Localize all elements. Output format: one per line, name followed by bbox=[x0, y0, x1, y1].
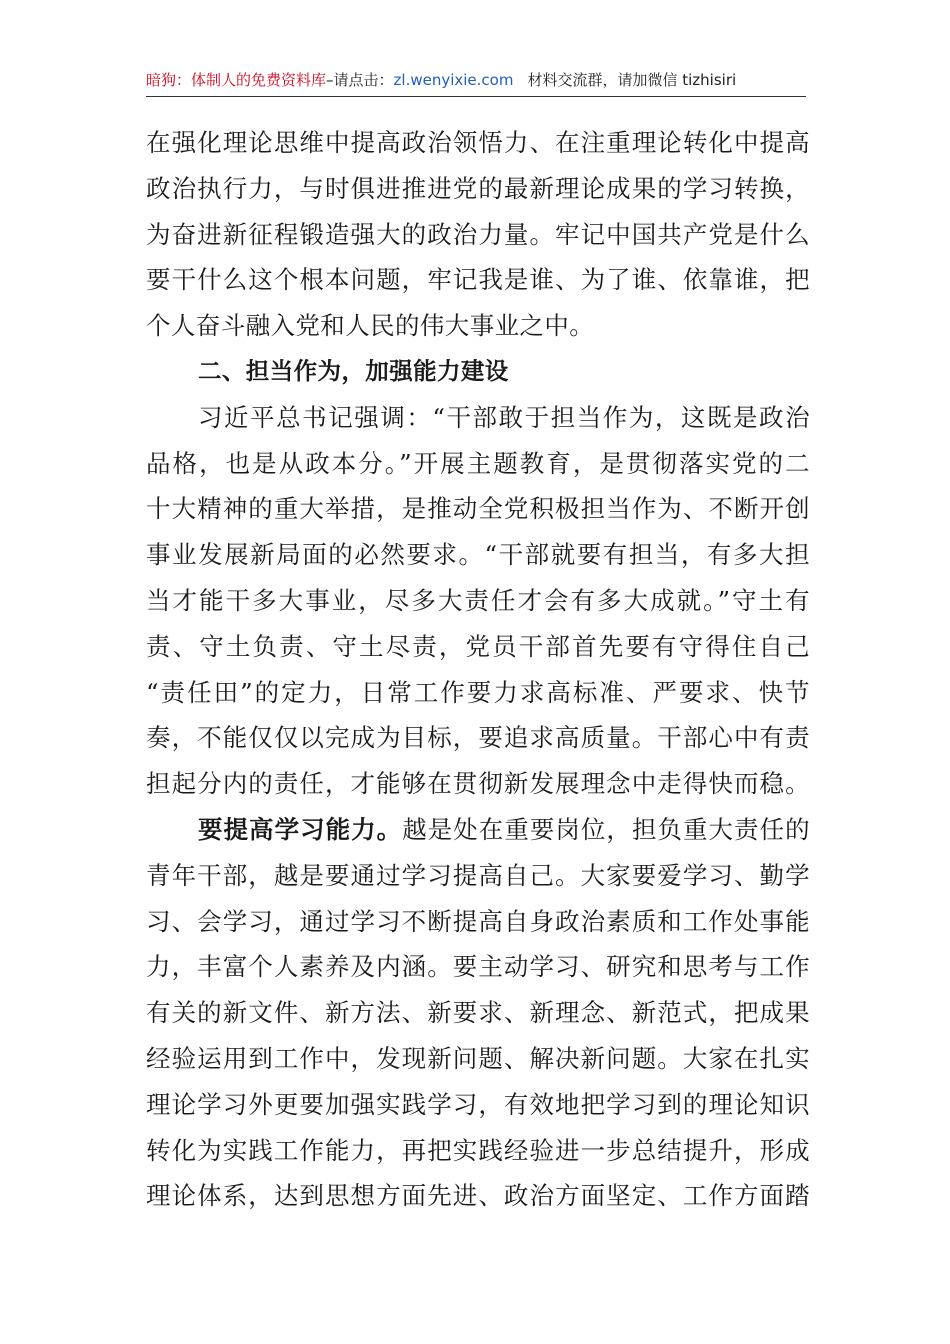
text-line-lead bbox=[146, 807, 810, 853]
text-line: 力，丰富个人素养及内涵。要主动学习、研究和思考与工作 bbox=[146, 952, 810, 982]
text-line: 习近平总书记强调：“干部敢于担当作为，这既是政治 bbox=[198, 402, 810, 432]
header-brand: 暗狗：体制人的免费资料库 bbox=[146, 71, 327, 89]
text-line: 青年干部，越是要通过学习提高自己。大家要爱学习、勤学 bbox=[146, 860, 810, 890]
text-line: 有关的新文件、新方法、新要求、新理念、新范式，把成果 bbox=[146, 998, 810, 1028]
text-line: 当才能干多大事业，尽多大责任才会有多大成就。”守土有 bbox=[146, 585, 810, 615]
section-heading: 二、担当作为，加强能力建设 bbox=[198, 356, 509, 385]
text-line: 十大精神的重大举措，是推动全党积极担当作为、不断开创 bbox=[146, 494, 810, 524]
text-line: 经验运用到工作中，发现新问题、解决新问题。大家在扎实 bbox=[146, 1043, 810, 1073]
page-header bbox=[146, 66, 806, 97]
lead-rest-text: 越是处在重要岗位，担负重大责任的 bbox=[402, 814, 811, 844]
header-url-link[interactable]: zl.wenyixie.com bbox=[393, 71, 514, 89]
text-line: 习、会学习，通过学习不断提高自身政治素质和工作处事能 bbox=[146, 906, 810, 936]
text-line: 事业发展新局面的必然要求。“干部就要有担当，有多大担 bbox=[146, 540, 810, 570]
text-line: 理论体系，达到思想方面先进、政治方面坚定、工作方面踏 bbox=[146, 1181, 810, 1211]
paragraph-2 bbox=[146, 395, 810, 807]
document-body bbox=[146, 120, 810, 1219]
lead-bold-text: 要提高学习能力。 bbox=[198, 814, 403, 844]
text-line: 为奋进新征程锻造强大的政治力量。牢记中国共产党是什么 bbox=[146, 219, 810, 249]
header-contact: 材料交流群，请加微信 tizhisiri bbox=[527, 71, 737, 89]
text-line: 个人奋斗融入党和人民的伟大事业之中。 bbox=[146, 311, 595, 341]
text-line: 政治执行力，与时俱进推进党的最新理论成果的学习转换， bbox=[146, 173, 810, 203]
text-line: 理论学习外更要加强实践学习，有效地把学习到的理论知识 bbox=[146, 1089, 810, 1119]
text-line: 在强化理论思维中提高政治领悟力、在注重理论转化中提高 bbox=[146, 128, 810, 157]
text-line: 奏，不能仅仅以完成为目标，要追求高质量。干部心中有责 bbox=[146, 723, 810, 753]
paragraph-1 bbox=[146, 120, 810, 349]
text-line: 转化为实践工作能力，再把实践经验进一步总结提升，形成 bbox=[146, 1135, 810, 1165]
header-prompt: –请点击： bbox=[326, 71, 394, 89]
text-line: “责任田”的定力，日常工作要力求高标准、严要求、快节 bbox=[146, 677, 810, 707]
text-line: 担起分内的责任，才能够在贯彻新发展理念中走得快而稳。 bbox=[146, 769, 810, 799]
text-line: 要干什么这个根本问题，牢记我是谁、为了谁、依靠谁，把 bbox=[146, 265, 810, 295]
paragraph-3 bbox=[146, 807, 810, 1219]
text-line: 品格，也是从政本分。”开展主题教育，是贯彻落实党的二 bbox=[146, 448, 810, 478]
text-line: 责、守土负责、守土尽责，党员干部首先要有守得住自己 bbox=[146, 631, 810, 661]
